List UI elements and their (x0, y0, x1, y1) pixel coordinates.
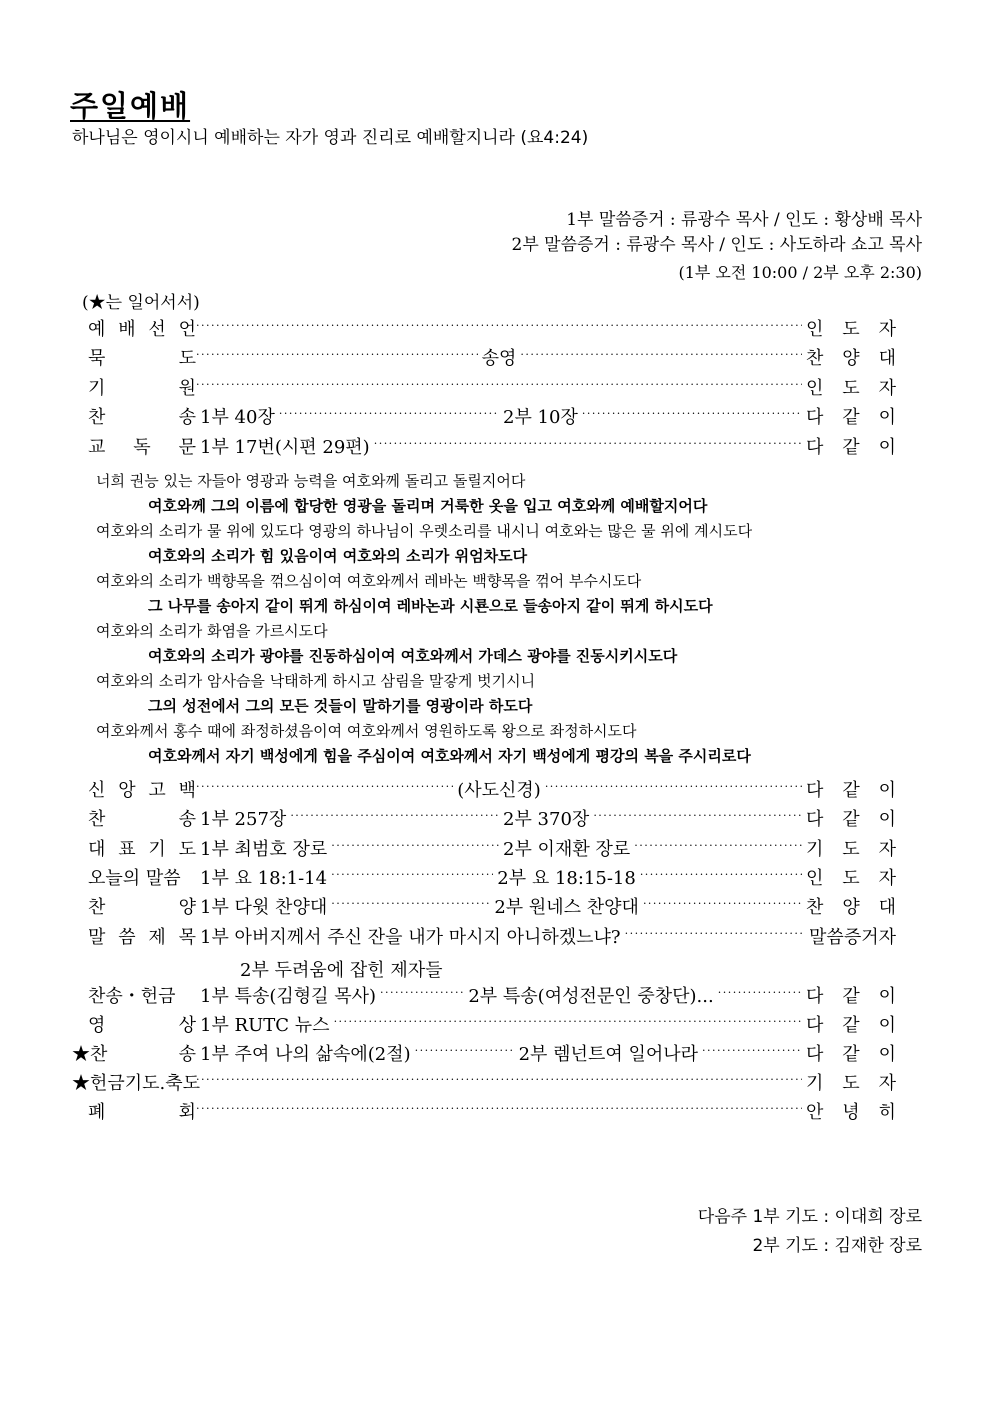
order-row (88, 433, 896, 459)
order-row (88, 1098, 896, 1124)
dot-leader (331, 897, 490, 915)
order-row (88, 982, 896, 1008)
order-label: 오늘의 말씀 (88, 868, 181, 889)
psalm-congregation-line: 그 나무를 송아지 같이 뛰게 하심이여 레바논과 시룐으로 들송아지 같이 뛰게 하시도다 (148, 597, 713, 615)
leader-line-2: 2부 말씀증거 : 류광수 목사 / 인도 : 사도하라 쇼고 목사 (511, 235, 922, 255)
dot-leader (196, 1073, 802, 1091)
order-response: 인 도 자 (806, 377, 896, 399)
order-row (88, 805, 896, 831)
order-label: 교 독 문 (88, 436, 196, 458)
order-part2: 2부 특송(여성전문인 중창단)... (468, 986, 714, 1007)
dot-leader (520, 348, 802, 366)
order-response: 다 같 이 (806, 436, 896, 458)
dot-leader (290, 809, 499, 827)
order-label: 영 상 (88, 1015, 196, 1036)
dot-leader (415, 1044, 515, 1062)
order-part2: 2부 370장 (503, 809, 590, 830)
dot-leader (196, 378, 802, 396)
order-response: 다 같 이 (806, 1015, 896, 1036)
order-mid: (사도신경) (457, 780, 541, 801)
order-row (88, 835, 896, 861)
order-response: 찬 양 대 (806, 348, 896, 370)
order-part2: 2부 원네스 찬양대 (494, 897, 639, 918)
psalm-congregation-line: 여호와께 그의 이름에 합당한 영광을 돌리며 거룩한 옷을 입고 여호와께 예배할지어다 (148, 497, 708, 515)
dot-leader (643, 897, 802, 915)
psalm-congregation-line: 여호와께서 자기 백성에게 힘을 주심이여 여호와께서 자기 백성에게 평강의 복을 주시리로다 (148, 747, 751, 765)
order-response: 말씀증거자 (809, 927, 896, 948)
dot-leader (334, 1015, 802, 1033)
order-row (88, 776, 896, 802)
order-label: 기 원 (88, 377, 196, 399)
order-part1: 1부 40장 (200, 407, 275, 429)
order-response: 인 도 자 (806, 868, 896, 889)
order-label: 예 배 선 언 (88, 319, 196, 340)
order-response: 기 도 자 (806, 1073, 896, 1094)
leader-line-1: 1부 말씀증거 : 류광수 목사 / 인도 : 황상배 목사 (566, 210, 922, 230)
dot-leader (196, 348, 478, 366)
order-response: 다 같 이 (806, 407, 896, 429)
order-response: 다 같 이 (806, 1044, 896, 1065)
psalm-leader-line: 여호와의 소리가 백향목을 꺾으심이여 여호와께서 레바논 백향목을 꺾어 부수시도다 (96, 572, 642, 590)
order-row (88, 1011, 896, 1037)
dot-leader (279, 407, 499, 425)
psalm-leader-line: 여호와께서 홍수 때에 좌정하셨음이여 여호와께서 영원하도록 왕으로 좌정하시도다 (96, 722, 637, 740)
psalm-leader-line: 여호와의 소리가 화염을 가르시도다 (96, 622, 328, 640)
dot-leader (582, 407, 802, 425)
order-response: 인 도 자 (806, 319, 896, 340)
subtitle-verse: 하나님은 영이시니 예배하는 자가 영과 진리로 예배할지니라 (요4:24) (72, 128, 589, 148)
psalm-congregation-line: 여호와의 소리가 광야를 진동하심이여 여호와께서 가데스 광야를 진동시키시도다 (148, 647, 678, 665)
psalm-congregation-line: 그의 성전에서 그의 모든 것들이 말하기를 영광이라 하도다 (148, 697, 533, 715)
order-label: 묵 도 (88, 348, 196, 370)
order-part1: 1부 17번(시편 29편) (200, 436, 370, 458)
order-response: 기 도 자 (806, 839, 896, 860)
order-row (88, 403, 896, 429)
order-part1: 1부 특송(김형길 목사) (200, 986, 377, 1007)
order-row (88, 374, 896, 400)
psalm-leader-line: 여호와의 소리가 암사슴을 낙태하게 하시고 삼림을 말갛게 벗기시니 (96, 672, 536, 690)
dot-leader (593, 809, 802, 827)
order-part1: 1부 RUTC 뉴스 (200, 1015, 330, 1036)
order-label: 대 표 기 도 (88, 839, 196, 860)
order-row (72, 1040, 896, 1066)
order-part2: 2부 이재환 장로 (503, 839, 631, 860)
dot-leader (196, 780, 453, 798)
order-part1: 1부 요 18:1-14 (200, 868, 328, 889)
dot-leader (374, 437, 802, 455)
order-label: 신 앙 고 백 (88, 780, 196, 801)
order-row (88, 893, 896, 919)
order-label: 찬 송 (88, 407, 196, 429)
service-times: (1부 오전 10:00 / 2부 오후 2:30) (678, 263, 922, 282)
dot-leader (718, 986, 802, 1004)
order-row (88, 315, 896, 341)
psalm-leader-line: 너희 권능 있는 자들아 영광과 능력을 여호와께 돌리고 돌릴지어다 (96, 472, 526, 490)
dot-leader (634, 839, 802, 857)
order-label: 말 씀 제 목 (88, 927, 196, 948)
dot-leader (196, 319, 802, 337)
sermon-title-part2: 2부 두려움에 잡힌 제자들 (240, 960, 443, 981)
dot-leader (625, 927, 802, 945)
psalm-congregation-line: 여호와의 소리가 힘 있음이여 여호와의 소리가 위엄차도다 (148, 547, 528, 565)
next-week-prayer-2: 2부 기도 : 김재한 장로 (752, 1236, 922, 1256)
order-part2: 2부 렘넌트여 일어나라 (518, 1044, 698, 1065)
next-week-prayer-1: 다음주 1부 기도 : 이대희 장로 (697, 1207, 922, 1227)
order-part1: 1부 257장 (200, 809, 287, 830)
dot-leader (640, 868, 802, 886)
order-label: ★찬 송 (72, 1044, 196, 1065)
order-row (88, 344, 896, 370)
order-part1: 1부 최범호 장로 (200, 839, 328, 860)
order-row (88, 923, 896, 949)
psalm-leader-line: 여호와의 소리가 물 위에 있도다 영광의 하나님이 우렛소리를 내시니 여호와는 많은 물 위에 계시도다 (96, 522, 753, 540)
order-label: 찬송・헌금 (88, 986, 176, 1007)
order-label: 찬 송 (88, 809, 196, 830)
order-label: 폐 회 (88, 1102, 196, 1123)
dot-leader (380, 986, 464, 1004)
dot-leader (702, 1044, 802, 1062)
order-part1: 1부 아버지께서 주신 잔을 내가 마시지 아니하겠느냐? (200, 927, 621, 948)
order-part1: 1부 다윗 찬양대 (200, 897, 328, 918)
order-response: 안 녕 히 (806, 1102, 896, 1123)
dot-leader (331, 839, 499, 857)
order-part1: 1부 주여 나의 삶속에(2절) (200, 1044, 411, 1065)
dot-leader (545, 780, 802, 798)
order-response: 찬 양 대 (806, 897, 896, 918)
order-response: 다 같 이 (806, 986, 896, 1007)
order-response: 다 같 이 (806, 809, 896, 830)
order-mid: 송영 (481, 348, 517, 370)
order-label: 찬 양 (88, 897, 196, 918)
order-response: 다 같 이 (806, 780, 896, 801)
order-label: ★헌금기도.축도 (72, 1073, 201, 1094)
order-row (88, 864, 896, 890)
dot-leader (331, 868, 493, 886)
order-row (72, 1069, 896, 1095)
page-title: 주일예배 (70, 89, 191, 123)
order-part2: 2부 10장 (503, 407, 578, 429)
dot-leader (196, 1102, 802, 1120)
order-part2: 2부 요 18:15-18 (497, 868, 636, 889)
standing-note: (★는 일어서서) (82, 293, 200, 313)
